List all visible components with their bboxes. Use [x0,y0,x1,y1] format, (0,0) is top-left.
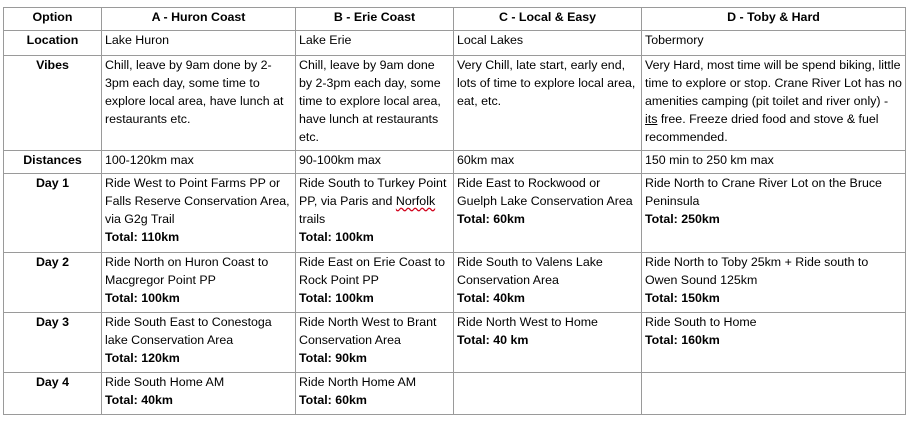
day1-d-route: Ride North to Crane River Lot on the Bruce Peninsula [645,176,882,208]
vibes-d [642,56,906,151]
day1-b-route-2: trails [299,212,326,226]
row-label-day1: Day 1 [4,174,102,253]
day4-b-total: Total: 60km [299,393,367,407]
day1-a [102,174,296,253]
row-label-distances: Distances [4,151,102,174]
day1-c-total: Total: 60km [457,212,525,226]
day1-row [4,174,906,253]
header-option-d: D - Toby & Hard [642,8,906,31]
distances-b: 90-100km max [296,151,454,174]
header-row [4,8,906,31]
day2-b-total: Total: 100km [299,291,374,305]
location-row [4,31,906,56]
day3-a [102,313,296,373]
day1-b-misspelled-word: Norfolk [395,194,436,208]
distances-a: 100-120km max [102,151,296,174]
day2-b-route: Ride East on Erie Coast to Rock Point PP [299,255,446,287]
day4-b-route: Ride North Home AM [299,375,417,389]
day3-a-route: Ride South East to Conestoga lake Conservation Area [105,315,272,347]
day1-b-total: Total: 100km [299,230,374,244]
day1-a-total: Total: 110km [105,230,180,244]
day4-a [102,373,296,415]
vibes-d-underlined-word: its [645,112,658,126]
day3-b-total: Total: 90km [299,351,367,365]
header-option: Option [4,8,102,31]
day3-d-route: Ride South to Home [645,315,757,329]
location-b: Lake Erie [296,31,454,56]
row-label-vibes: Vibes [4,56,102,151]
day2-row [4,253,906,313]
location-d: Tobermory [642,31,906,56]
distances-d: 150 min to 250 km max [642,151,906,174]
location-a: Lake Huron [102,31,296,56]
day3-d-total: Total: 160km [645,333,720,347]
day3-c [454,313,642,373]
day2-d-total: Total: 150km [645,291,720,305]
day4-d [642,373,906,415]
row-label-day3: Day 3 [4,313,102,373]
day3-c-route: Ride North West to Home [457,315,598,329]
day4-row [4,373,906,415]
day2-d-route: Ride North to Toby 25km + Ride south to Owen Sound 125km [645,255,869,287]
day1-d-total: Total: 250km [645,212,720,226]
header-option-c: C - Local & Easy [454,8,642,31]
header-option-a: A - Huron Coast [102,8,296,31]
day4-b [296,373,454,415]
trip-options-table [3,7,906,415]
day3-c-total: Total: 40 km [457,333,529,347]
vibes-a: Chill, leave by 9am done by 2-3pm each day, some time to explore local area, have lunch at restaurants etc. [102,56,296,151]
vibes-d-text-1: Very Hard, most time will be spend biking, little time to explore or stop. Crane River Lot has no amenities camping (pit toilet and river only) - [645,58,902,108]
day4-a-total: Total: 40km [105,393,173,407]
day1-d [642,174,906,253]
day3-b [296,313,454,373]
day1-c [454,174,642,253]
day2-c-total: Total: 40km [457,291,525,305]
day1-a-route: Ride West to Point Farms PP or Falls Reserve Conservation Area, via G2g Trail [105,176,290,226]
row-label-day2: Day 2 [4,253,102,313]
day3-d [642,313,906,373]
day1-b [296,174,454,253]
location-c: Local Lakes [454,31,642,56]
day2-b [296,253,454,313]
row-label-location: Location [4,31,102,56]
day2-c [454,253,642,313]
day4-a-route: Ride South Home AM [105,375,225,389]
distances-row [4,151,906,174]
day2-d [642,253,906,313]
day3-a-total: Total: 120km [105,351,180,365]
row-label-day4: Day 4 [4,373,102,415]
header-option-b: B - Erie Coast [296,8,454,31]
distances-c: 60km max [454,151,642,174]
vibes-b: Chill, leave by 9am done by 2-3pm each day, some time to explore local area, have lunch at restaurants etc. [296,56,454,151]
vibes-row [4,56,906,151]
day2-a-route: Ride North on Huron Coast to Macgregor Point PP [105,255,269,287]
day4-c [454,373,642,415]
day3-b-route: Ride North West to Brant Conservation Area [299,315,437,347]
day1-c-route: Ride East to Rockwood or Guelph Lake Conservation Area [457,176,633,208]
day2-a-total: Total: 100km [105,291,180,305]
trip-options-table-wrapper [3,7,906,415]
vibes-d-text-2: free. Freeze dried food and stove & fuel recommended. [645,112,879,144]
day1-b-route-1: Ride South to Turkey Point PP, via Paris and [299,176,447,208]
vibes-c: Very Chill, late start, early end, lots of time to explore local area, eat, etc. [454,56,642,151]
day2-a [102,253,296,313]
day2-c-route: Ride South to Valens Lake Conservation Area [457,255,603,287]
day3-row [4,313,906,373]
